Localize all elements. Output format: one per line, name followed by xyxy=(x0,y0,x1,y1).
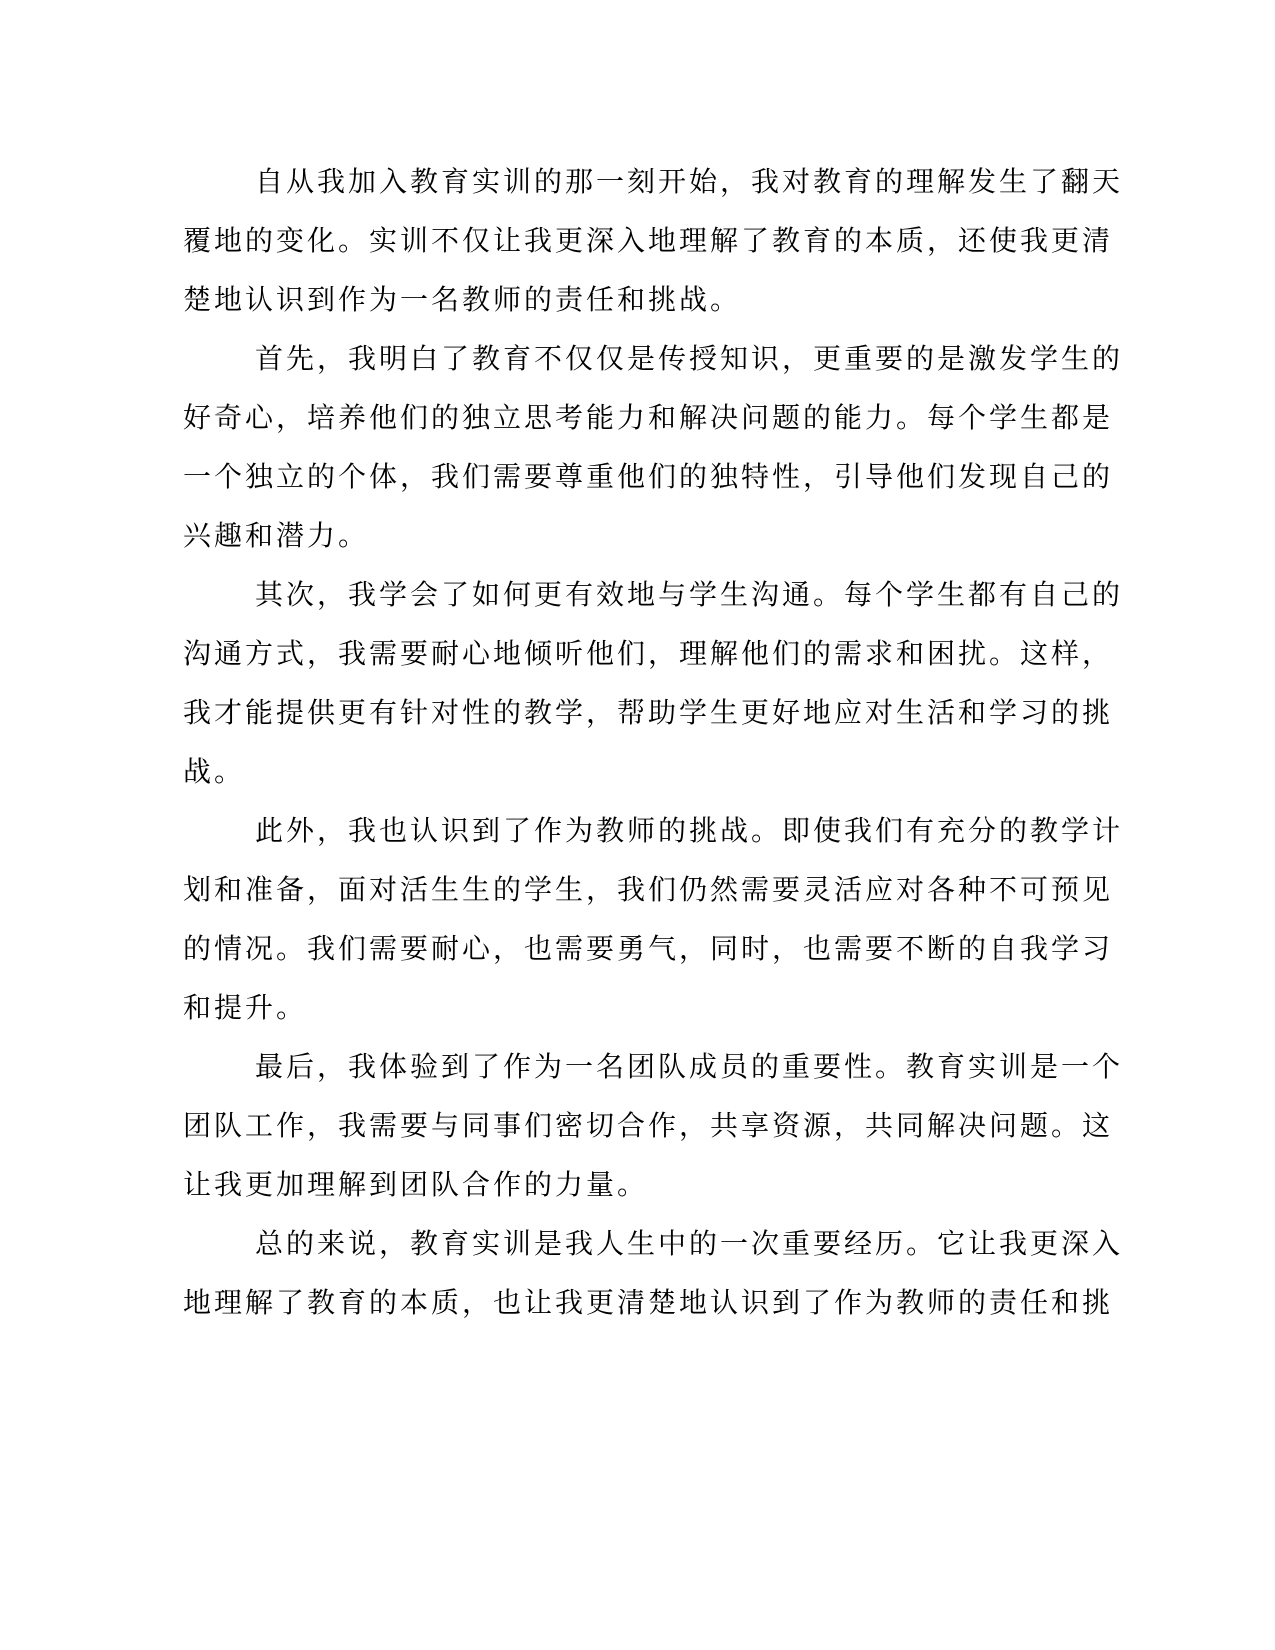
text-line: 划和准备，面对活生生的学生，我们仍然需要灵活应对各种不可预见 xyxy=(183,873,1114,906)
text-line: 团队工作，我需要与同事们密切合作，共享资源，共同解决问题。这 xyxy=(183,1109,1114,1142)
text-line: 让我更加理解到团队合作的力量。 xyxy=(183,1168,649,1201)
text-line: 我才能提供更有针对性的教学，帮助学生更好地应对生活和学习的挑 xyxy=(183,696,1114,729)
document-body xyxy=(183,160,1124,1340)
text-line: 覆地的变化。实训不仅让我更深入地理解了教育的本质，还使我更清 xyxy=(183,224,1114,257)
text-line: 其次，我学会了如何更有效地与学生沟通。每个学生都有自己的 xyxy=(255,578,1124,611)
text-line: 首先，我明白了教育不仅仅是传授知识，更重要的是激发学生的 xyxy=(255,342,1124,375)
text-line: 总的来说，教育实训是我人生中的一次重要经历。它让我更深入 xyxy=(255,1227,1124,1260)
text-line: 好奇心，培养他们的独立思考能力和解决问题的能力。每个学生都是 xyxy=(183,401,1114,434)
text-line: 楚地认识到作为一名教师的责任和挑战。 xyxy=(183,283,742,316)
text-line: 地理解了教育的本质，也让我更清楚地认识到了作为教师的责任和挑 xyxy=(183,1286,1114,1319)
text-line: 兴趣和潜力。 xyxy=(183,519,370,552)
text-line: 此外，我也认识到了作为教师的挑战。即使我们有充分的教学计 xyxy=(255,814,1124,847)
text-line: 和提升。 xyxy=(183,991,308,1024)
text-line: 一个独立的个体，我们需要尊重他们的独特性，引导他们发现自己的 xyxy=(183,460,1114,493)
text-line: 最后，我体验到了作为一名团队成员的重要性。教育实训是一个 xyxy=(255,1050,1124,1083)
text-line: 的情况。我们需要耐心，也需要勇气，同时，也需要不断的自我学习 xyxy=(183,932,1114,965)
text-line: 自从我加入教育实训的那一刻开始，我对教育的理解发生了翻天 xyxy=(255,165,1124,198)
text-line: 战。 xyxy=(183,755,246,788)
text-line: 沟通方式，我需要耐心地倾听他们，理解他们的需求和困扰。这样， xyxy=(183,637,1114,670)
